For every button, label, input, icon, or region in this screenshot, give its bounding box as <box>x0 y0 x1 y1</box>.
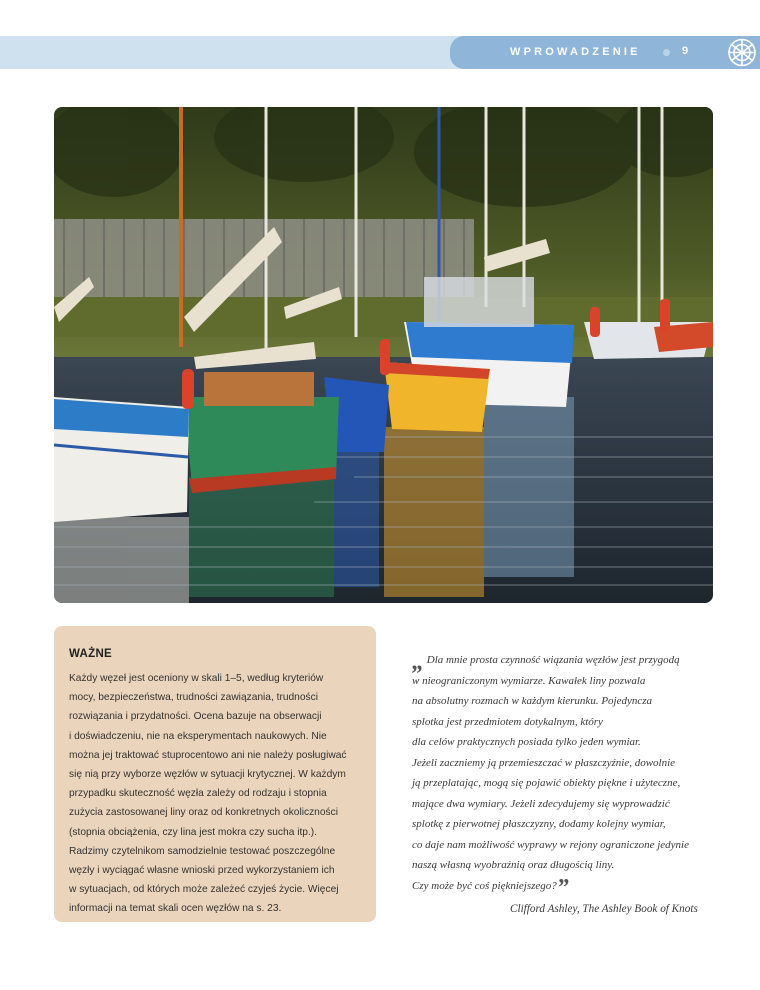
quote-line: co daje nam możliwość wyprawy w rejony ograniczone jedynie <box>412 838 689 851</box>
info-box-line: (stopnia obciążenia, czy lina jest mokra czy sucha itp.). <box>69 826 318 838</box>
quote-line: w nieograniczonym wymiarze. Kawałek liny pozwala <box>412 674 646 687</box>
harbor-illustration <box>54 107 713 603</box>
quote-line: na absolutny rozmach w każdym kierunku. Pojedyncza <box>412 695 653 707</box>
info-box-line: rozwiązania i przydatności. Ocena bazuje na obserwacji <box>69 711 322 723</box>
info-box-line: Każdy węzeł jest oceniony w skali 1–5, według kryteriów <box>69 673 324 684</box>
quote-line: ją przeplatając, mogą się pojawić obiekty piękne i użyteczne, <box>412 777 681 789</box>
header-separator-dot <box>663 49 670 56</box>
info-box-line: można jej traktować stuprocentowo ani nie należy posługiwać <box>69 749 347 761</box>
info-box-important <box>54 626 376 922</box>
quote-line: dla celów praktycznych posiada tylko jeden wymiar. <box>412 736 641 748</box>
quote-line: Jeżeli zaczniemy ją przemieszczać w płaszczyźnie, dowolnie <box>412 756 676 769</box>
info-box-line: w sytuacjach, od których może zależeć czyjeś życie. Więcej <box>69 884 339 896</box>
quote-line <box>412 649 722 675</box>
close-quote-mark: ” <box>556 874 569 901</box>
quote-line-text: Dla mnie prosta czynność wiązania węzłów jest przygodą <box>426 654 680 666</box>
quote-line-text: Czy może być coś piękniejszego? <box>412 879 557 892</box>
celtic-knot-icon <box>722 36 760 69</box>
info-box-line: informacji na temat skali ocen węzłów na s. 23. <box>69 903 282 915</box>
open-quote-mark: „ <box>412 649 424 675</box>
info-box-line: węzły i wyciągać własne wnioski przed wykorzystaniem ich <box>69 865 335 877</box>
info-box-line: mocy, bezpieczeństwa, trudności zawiązania, trudności <box>69 692 318 704</box>
quote-line: mające dwa wymiary. Jeżeli zdecydujemy się wyprowadzić <box>412 797 670 810</box>
header-tab <box>450 36 760 69</box>
quote-line: splotka jest przedmiotem dotykalnym, który <box>412 715 603 728</box>
info-box-line: się nią przy wyborze węzłów w sytuacji krytycznej. W każdym <box>69 769 346 781</box>
info-box-line: zużycia zastosowanej liny oraz od konkretnych okoliczności <box>69 807 338 819</box>
section-label: WPROWADZENIE <box>510 46 641 58</box>
quote-line: splotkę z pierwotnej płaszczyzny, dodamy kolejny wymiar, <box>412 818 666 830</box>
info-box-title: WAŻNE <box>69 648 113 660</box>
info-box-line: Radzimy czytelnikom samodzielnie testować poszczególne <box>69 845 336 857</box>
sailboats-photo <box>54 107 713 603</box>
page-number: 9 <box>682 45 689 57</box>
quote-block <box>412 649 722 901</box>
quote-line: naszą własną wyobraźnią oraz długością liny. <box>412 859 615 871</box>
info-box-line: przypadku skuteczność węzła zależy od rodzaju i stopnia <box>69 788 327 800</box>
quote-author: Clifford Ashley, The Ashley Book of Knots <box>510 903 698 915</box>
info-box-line: i doświadczeniu, nie na eksperymentach naukowych. Nie <box>69 730 327 742</box>
quote-line <box>412 874 722 901</box>
